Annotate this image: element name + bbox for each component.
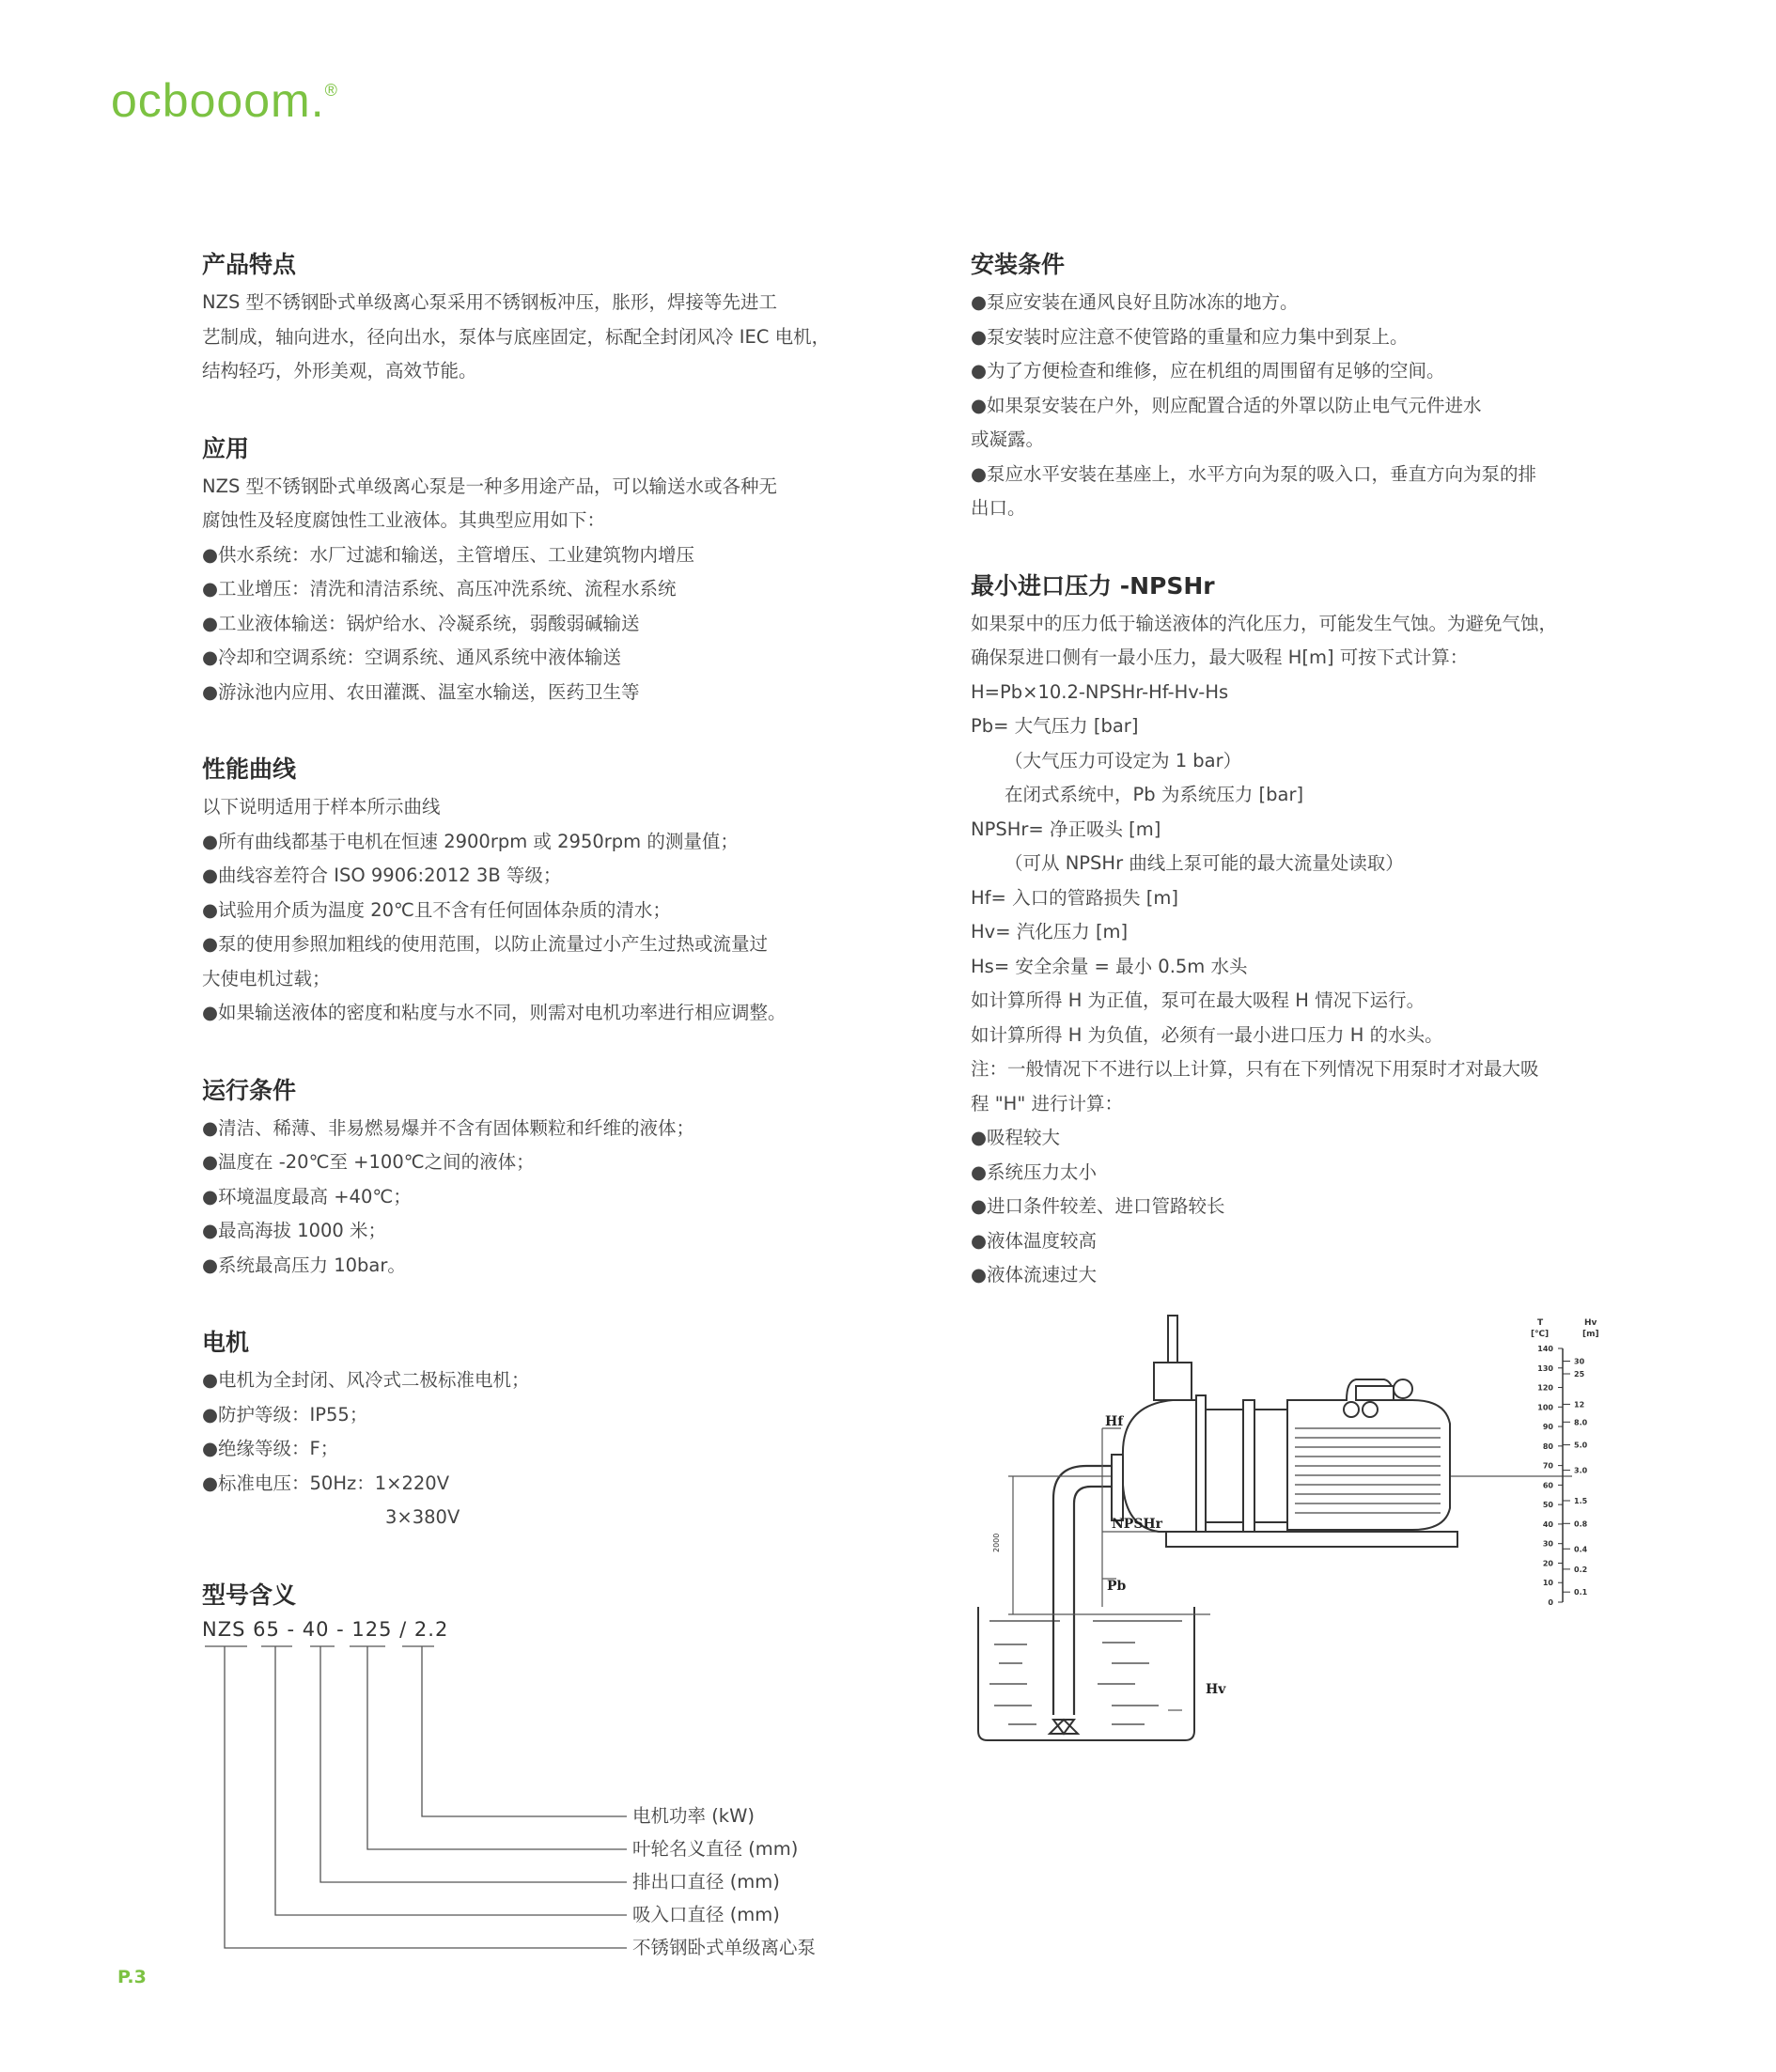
features-line: 艺制成，轴向进水，径向出水，泵体与底座固定，标配全封闭风冷 IEC 电机， bbox=[202, 325, 831, 348]
section-operation bbox=[202, 1074, 879, 1284]
motor-title: 电机 bbox=[202, 1329, 250, 1356]
label-pump-type: 不锈钢卧式单级离心泵 bbox=[632, 1936, 817, 1958]
npsh-line: 在闭式系统中，Pb 为系统压力 [bar] bbox=[1005, 784, 1304, 805]
features-line: 结构轻巧，外形美观，高效节能。 bbox=[202, 360, 477, 382]
npsh-line: ●系统压力太小 bbox=[971, 1161, 1098, 1183]
hv-tick-label: 5.0 bbox=[1574, 1441, 1588, 1450]
application-bullet-line: ●冷却和空调系统：空调系统、通风系统中液体输送 bbox=[202, 647, 622, 668]
motor-voltage-2: 3×380V bbox=[385, 1506, 460, 1528]
label-hf: Hf bbox=[1105, 1414, 1124, 1429]
install-line: ●泵应水平安装在基座上，水平方向为泵的吸入口，垂直方向为泵的排 bbox=[971, 462, 1537, 485]
curves-line: ●曲线容差符合 ISO 9906:2012 3B 等级； bbox=[202, 865, 562, 886]
npsh-line: Hf= 入口的管路损失 [m] bbox=[971, 886, 1178, 909]
motor-text bbox=[202, 1363, 879, 1501]
section-motor bbox=[202, 1326, 879, 1535]
temp-tick-label: 50 bbox=[1542, 1501, 1553, 1510]
npsh-line: NPSHr= 净正吸头 [m] bbox=[971, 818, 1161, 840]
npsh-line: 如计算所得 H 为负值，必须有一最小进口压力 H 的水头。 bbox=[971, 1023, 1443, 1046]
temp-tick-label: 70 bbox=[1542, 1461, 1553, 1471]
operation-line: ●温度在 -20℃至 +100℃之间的液体； bbox=[202, 1151, 535, 1173]
section-install bbox=[971, 248, 1619, 526]
label-pb: Pb bbox=[1107, 1579, 1127, 1594]
npsh-line: H=Pb×10.2-NPSHr-Hf-Hv-Hs bbox=[971, 680, 1229, 703]
curves-line: ●所有曲线都基于电机在恒速 2900rpm 或 2950rpm 的测量值； bbox=[202, 830, 739, 852]
application-text bbox=[202, 470, 879, 538]
scale-hv-unit: [m] bbox=[1582, 1330, 1599, 1339]
hv-tick-label: 3.0 bbox=[1574, 1466, 1588, 1475]
install-line: 出口。 bbox=[971, 497, 1026, 519]
hv-tick-label: 1.5 bbox=[1574, 1497, 1588, 1505]
temp-tick-label: 120 bbox=[1537, 1383, 1553, 1393]
curves-line: ●泵的使用参照加粗线的使用范围，以防止流量过小产生过热或流量过 bbox=[202, 933, 769, 955]
temp-tick-label: 140 bbox=[1537, 1345, 1553, 1353]
curves-line: 以下说明适用于样本所示曲线 bbox=[202, 796, 441, 818]
curves-line: 大使电机过载； bbox=[202, 967, 331, 989]
install-title: 安装条件 bbox=[971, 251, 1066, 278]
hv-tick-label: 8.0 bbox=[1574, 1418, 1588, 1427]
npsh-line: ●液体流速过大 bbox=[971, 1264, 1098, 1285]
motor-line: ●防护等级：IP55； bbox=[202, 1403, 368, 1425]
npsh-title: 最小进口压力 -NPSHr bbox=[971, 571, 1215, 600]
curves-line: ●试验用介质为温度 20℃且不含有任何固体杂质的清水； bbox=[202, 898, 671, 921]
npsh-line: （可从 NPSHr 曲线上泵可能的最大流量处读取） bbox=[1005, 852, 1404, 874]
model-title: 型号含义 bbox=[202, 1581, 297, 1609]
application-bullet-line: ●供水系统：水厂过滤和输送，主管增压、工业建筑物内增压 bbox=[202, 543, 695, 566]
label-inlet-diameter: 吸入口直径 (mm) bbox=[632, 1903, 780, 1925]
scale-hv-label: Hv bbox=[1584, 1318, 1597, 1328]
model-code: NZS 65 - 40 - 125 / 2.2 bbox=[202, 1617, 449, 1641]
install-text bbox=[971, 286, 1619, 526]
temp-tick-label: 80 bbox=[1542, 1441, 1553, 1451]
pump-installation-diagram bbox=[971, 1306, 1619, 1748]
application-bullet-line: ●游泳池内应用、农田灌溉、温室水输送，医药卫生等 bbox=[202, 680, 640, 703]
hv-tick-label: 12 bbox=[1574, 1400, 1585, 1410]
application-bullet-line: ●工业液体输送：锅炉给水、冷凝系统，弱酸弱碱输送 bbox=[202, 612, 640, 634]
label-outlet-diameter: 排出口直径 (mm) bbox=[632, 1870, 780, 1893]
hv-tick-label: 25 bbox=[1574, 1370, 1585, 1379]
temp-tick-label: 20 bbox=[1542, 1559, 1553, 1568]
temp-tick-label: 90 bbox=[1542, 1423, 1553, 1432]
npsh-line: Hs= 安全余量 = 最小 0.5m 水头 bbox=[971, 955, 1248, 977]
hv-tick-label: 0.2 bbox=[1574, 1565, 1588, 1574]
curves-text bbox=[202, 790, 879, 1031]
npsh-line: ●进口条件较差、进口管路较长 bbox=[971, 1195, 1225, 1217]
hv-tick-label: 0.4 bbox=[1574, 1545, 1588, 1554]
npsh-line: 程 "H" 进行计算： bbox=[971, 1092, 1123, 1114]
operation-line: ●清洁、稀薄、非易燃易爆并不含有固体颗粒和纤维的液体； bbox=[202, 1116, 695, 1139]
temp-tick-label: 40 bbox=[1542, 1519, 1553, 1529]
motor-line: ●标准电压：50Hz：1×220V bbox=[202, 1472, 450, 1494]
brand-logo: ocbooom.® bbox=[111, 74, 338, 127]
npsh-line: ●吸程较大 bbox=[971, 1127, 1061, 1148]
temp-tick-label: 100 bbox=[1537, 1403, 1553, 1412]
npsh-line: 确保泵进口侧有一最小压力，最大吸程 H[m] 可按下式计算： bbox=[971, 647, 1469, 668]
install-line: ●泵安装时应注意不使管路的重量和应力集中到泵上。 bbox=[971, 325, 1409, 348]
temp-tick-label: 60 bbox=[1542, 1481, 1553, 1490]
section-application bbox=[202, 432, 879, 710]
section-features bbox=[202, 248, 879, 389]
application-bullet-line: ●工业增压：清洗和清洁系统、高压冲洗系统、流程水系统 bbox=[202, 578, 677, 600]
install-line: ●为了方便检查和维修，应在机组的周围留有足够的空间。 bbox=[971, 360, 1445, 382]
operation-line: ●系统最高压力 10bar。 bbox=[202, 1254, 406, 1276]
scale-t-unit: [℃] bbox=[1531, 1330, 1550, 1339]
operation-title: 运行条件 bbox=[202, 1076, 297, 1104]
pump-installation-figure bbox=[971, 1306, 1619, 1748]
hv-tick-label: 0.8 bbox=[1574, 1519, 1588, 1529]
label-height: 2000 bbox=[992, 1533, 1001, 1552]
left-column bbox=[202, 248, 879, 2032]
install-line: ●如果泵安装在户外，则应配置合适的外罩以防止电气元件进水 bbox=[971, 394, 1482, 416]
scale-t-label: T bbox=[1537, 1318, 1544, 1328]
temp-tick-label: 30 bbox=[1542, 1539, 1553, 1549]
temp-tick-label: 10 bbox=[1542, 1579, 1553, 1588]
motor-line: ●绝缘等级：F； bbox=[202, 1438, 339, 1459]
npsh-line: 如果泵中的压力低于输送液体的汽化压力，可能发生气蚀。为避免气蚀， bbox=[971, 612, 1558, 634]
application-bullets bbox=[202, 538, 879, 710]
right-column bbox=[971, 248, 1619, 1336]
npsh-line: ●液体温度较高 bbox=[971, 1229, 1098, 1252]
operation-line: ●环境温度最高 +40℃； bbox=[202, 1185, 412, 1207]
npsh-line: 如计算所得 H 为正值，泵可在最大吸程 H 情况下运行。 bbox=[971, 989, 1425, 1011]
application-line: 腐蚀性及轻度腐蚀性工业液体。其典型应用如下： bbox=[202, 509, 606, 531]
application-title: 应用 bbox=[202, 434, 250, 462]
features-text bbox=[202, 286, 879, 389]
curves-line: ●如果输送液体的密度和粘度与水不同，则需对电机功率进行相应调整。 bbox=[202, 1002, 787, 1023]
label-motor-power: 电机功率 (kW) bbox=[632, 1804, 755, 1827]
page-number: P.3 bbox=[117, 1967, 147, 1987]
application-line: NZS 型不锈钢卧式单级离心泵是一种多用途产品，可以输送水或各种无 bbox=[202, 475, 778, 497]
section-curves bbox=[202, 753, 879, 1031]
features-title: 产品特点 bbox=[202, 251, 297, 278]
curves-title: 性能曲线 bbox=[202, 756, 297, 783]
npsh-line: 注：一般情况下不进行以上计算，只有在下列情况下用泵时才对最大吸 bbox=[971, 1058, 1539, 1080]
hv-tick-label: 0.1 bbox=[1574, 1588, 1588, 1597]
section-npsh bbox=[971, 569, 1619, 1293]
label-hv: Hv bbox=[1206, 1682, 1226, 1697]
npsh-line: （大气压力可设定为 1 bar） bbox=[1005, 749, 1242, 771]
hv-tick-label: 30 bbox=[1574, 1357, 1585, 1366]
label-impeller-diameter: 叶轮名义直径 (mm) bbox=[632, 1837, 799, 1860]
install-line: 或凝露。 bbox=[971, 428, 1045, 450]
npsh-text bbox=[971, 607, 1619, 1293]
npsh-line: Hv= 汽化压力 [m] bbox=[971, 921, 1129, 943]
temp-tick-label: 130 bbox=[1537, 1363, 1553, 1373]
label-npshr: NPSHr bbox=[1112, 1517, 1163, 1532]
model-decode-diagram bbox=[202, 1641, 879, 1988]
motor-line: ●电机为全封闭、风冷式二极标准电机； bbox=[202, 1369, 530, 1391]
section-model bbox=[202, 1579, 879, 1988]
npsh-line: Pb= 大气压力 [bar] bbox=[971, 715, 1139, 737]
temp-tick-label: 0 bbox=[1548, 1598, 1553, 1607]
features-line: NZS 型不锈钢卧式单级离心泵采用不锈钢板冲压，胀形，焊接等先进工 bbox=[202, 291, 778, 313]
install-line: ●泵应安装在通风良好且防冰冻的地方。 bbox=[971, 291, 1299, 313]
operation-text bbox=[202, 1112, 879, 1284]
operation-line: ●最高海拔 1000 米； bbox=[202, 1220, 387, 1241]
